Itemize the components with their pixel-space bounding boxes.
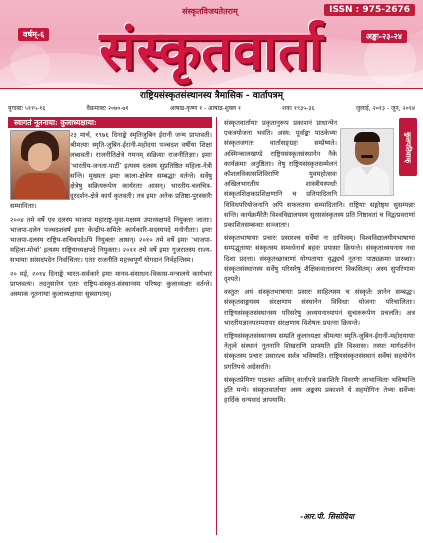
photo-clothing-shape <box>15 173 65 199</box>
left-paragraph-1: २३ मार्च, १९७६ दिनाङ्के स्मृतिजुबिन ईरानी जन्म प्राप्तवती। श्रीमत्याः स्मृति-जुबिन-ईरानी-महोदया पञ्चदश वर्षीया शिक्षा लब्धवती। राजनीतिक्षेत्रे गमनम् सक्रियाः राजनीतिज्ञाः। इमाः ‘भारतीय-जनता-पार्टी’ इत्यस्य दलस्य सुप्रतिष्ठित महिला-नेत्री सन्ति। मुख्यतः इमाः काला-क्षेत्रेण सम्बद्धाः वर्तन्ते। सर्वेषु क्षेत्रेषु सक्रियरूपेण कार्यरताः आसन्। भारतीय-चलचित्र-दूरदर्शन-क्षेत्रे कार्यं कृतवती। तत्र इमाः अनेक प्रतिष्ठा-पुरस्कारैः सम्मानिताः। <box>10 131 212 211</box>
masa-text: आषाढ-कृष्ण १ - आषाढ-शुक्ल १ <box>169 105 242 112</box>
masthead-tagline: संस्कृतविजयतेतराम् <box>182 6 238 16</box>
issn-badge: ISSN : 975-2676 <box>324 4 415 16</box>
left-paragraph-2: २००४ तमे वर्षे एव दलस्य भाजपा महाराष्ट्र-युवा-पक्षस्य उपाध्यक्षपदे नियुक्ताः जाताः। भाजपा-दलेन पञ्चदशवर्षं इमाः केन्द्रीय-समितेः कार्यकारि-सदस्यपदे मनोनीताः। इमाः भाजपा-दलस्य राष्ट्रिय-सचिवपदेऽपि नियुक्ताः आसन्। २०१० तमे वर्षे इमाः ‘भाजपा-महिला-मोर्चा’ इत्यस्य राष्ट्रियाध्यक्षपदे नियुक्ताः। २०११ तमे वर्षे इमाः गुजरातस्य राज्य-सभायाः सांसदपदेन निर्वाचिताः। एताः राजनीति महत्त्वपूर्णं योगदानं निर्वहन्तिस्म। <box>10 215 212 265</box>
yugabda-text: युगाब्दः ५११५-१६ <box>8 105 46 112</box>
vice-chancellor-photo <box>340 128 394 196</box>
right-paragraph-5: संस्कृतप्रेमिणः पाठकाः अस्मिन् वार्तापत्रे प्रकाशितैः विवरणैः लाभान्विताः भविष्यन्ति इति मन्ये। संस्कृतवार्तायाः अस्य अङ्कस्य प्रकाशने ये सहयोगिनः तेभ्यः सर्वेभ्यः हार्दिकं धन्यवादं ज्ञापयामि। <box>224 375 415 405</box>
minister-photo <box>10 130 70 200</box>
right-paragraph-2: संस्कृतभाषायाः प्रचारः प्रसारश्च सर्वेषां नः दायित्वम्। विश्वविद्यालयीयभाषाणां सम्पद्भूतायाः संस्कृतस्य सम्वर्धनार्थं बहवः प्रयासाः क्रियन्ते। संस्कृताध्ययनाय नवा दिशा प्रदत्ता। संस्कृतच्छात्राणां योग्यतायाः वृद्ध्यर्थं नूतनाः पाठ्यक्रमाः प्रारब्धाः। संस्कृतसंस्थानस्य सर्वेषु परिसरेषु शैक्षिकवातावरणं विकसितम्। अस्य सुपरिणामः दृश्यते। <box>224 234 415 284</box>
right-paragraph-4: राष्ट्रियसंस्कृतसंस्थानस्य सम्प्रति कुलाध्यक्षा श्रीमत्याः स्मृति-जुबिन-ईरानी-महोदयायाः नेतृत्वे संस्थानं नूतनानि शिखराणि प्राप्स्यति इति विश्वासः। तस्याः मार्गदर्शनेन संस्कृतस्य प्रचारः प्रसारश्च सर्वत्र भविष्यति। राष्ट्रियसंस्कृतसंस्थानं सर्वेषां सहयोगेन प्रगतिपथे अग्रेसरति। <box>224 332 415 371</box>
left-section-header: स्वागतं नूतनाया: कुलाध्यक्षाया: <box>8 117 212 128</box>
english-date-text: जुलाई, २०१३ - जून, २०१४ <box>355 105 415 112</box>
left-paragraph-3: २० मई, २०१४ दिनाङ्के भारत-सर्वकारे इमाः मानव-संसाधन-विकास-मन्त्रालये कार्यभारं प्राप्तवत्यः। तदनुसारेण एताः राष्ट्रिय-संस्कृत-संस्थानस्य परिषदः कुलाध्यक्षाः वर्तन्ते। अस्माकं नूतनायाः कुलाध्यक्षायाः सुस्वागतम्। <box>10 269 212 299</box>
volume-badge: वर्षम्-६ <box>18 28 49 41</box>
vc-hair-shape <box>354 132 380 142</box>
shaka-text: शकः १९३५-३६ <box>282 105 315 112</box>
kulapati-vak-label: कुलपतिवाक् <box>399 118 417 176</box>
vikram-text: वैक्रमाब्दः २०७०-७१ <box>86 105 129 112</box>
masthead-subtitle: राष्ट्रियसंस्कृतसंस्थानस्य त्रैमासिक - वार्तापत्रम् <box>0 88 423 104</box>
masthead <box>0 0 423 112</box>
issue-badge: अङ्कः-२३-२४ <box>361 30 407 43</box>
column-divider <box>216 117 217 535</box>
right-paragraph-1: संस्कृतवार्तायाः प्रकृतानुरूप प्रकाशनं प्राधान्येन एकत्रयोजना भवति। अस्य: पूर्वाङ्कः पाठकेभ्यः संस्कृतजगतः वार्तासङ्ग्रहः सम्प्रेष्यते। अस्मिन्कालखण्डे राष्ट्रियसंस्कृतसंस्थानेन नैके कार्यक्रमाः अनुष्ठिताः। तेषु राष्ट्रियसंस्कृतसम्मेलनं कौशलविकासशिविराणि युवमहोत्सवः अखिलभारतीय शास्त्रीयस्पर्धाः संस्कृतशिक्षकप्रशिक्षणानि च प्रतिपादितानि विविधपरियोजनानि अपि सफलतया सम्पादितानि। राष्ट्रियाः सङ्गोष्ठ्यः सुसम्पन्नाः सन्ति। कार्यक्रमैरेतैः विश्वविद्यालयस्य सुरससंस्कृतस्य प्रति निष्ठावतां च विद्वत्प्रवराणां प्रकाशितसम्बन्धाः सञ्जाताः। <box>224 119 415 230</box>
photo-face-shape <box>28 143 52 171</box>
masthead-title: संस्कृतवार्ता <box>99 18 324 82</box>
signature-text: -आर.पी. सिसोदिया <box>300 512 355 521</box>
right-paragraph-3: वस्तुतः अयं संस्कृतभाषायाः प्रसारः साहित्यस्य च संस्कृतेः ज्ञानेन सम्बद्धः। संस्कृतवाङ्मयस्य संरक्षणाय संस्थानेन विविधाः योजनाः परिचालिताः। राष्ट्रियसंस्कृतसंस्थानस्य परिसरेषु अध्ययनाध्यापनं सुचारुरूपेण प्रचलति। अत्र भारतीयज्ञानपरम्परायाः संरक्षणाय विशेषतः प्रयत्नाः क्रियन्ते। <box>224 288 415 327</box>
vc-mustache-shape <box>361 155 373 158</box>
date-info-bar <box>0 103 423 112</box>
